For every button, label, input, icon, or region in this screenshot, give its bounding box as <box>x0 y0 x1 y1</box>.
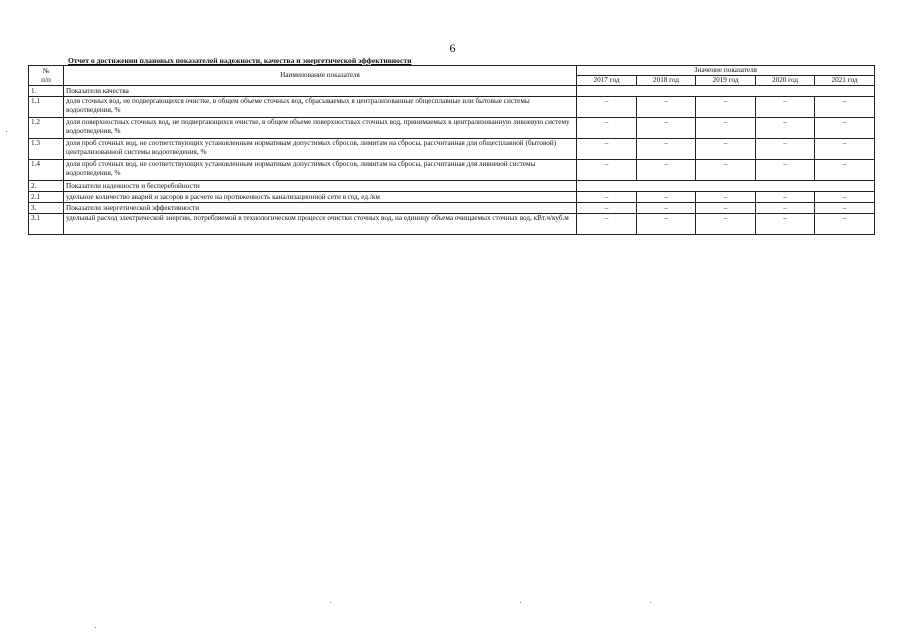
indicator-value: – <box>756 160 815 181</box>
table-row <box>29 97 875 118</box>
indicator-value: – <box>577 214 637 235</box>
indicator-name: доля проб сточных вод, не соответствующих установленным нормативам допустимых сбросов, лимитам на сбросы, рассчитанная для ливневой системы водоотведения, % <box>64 160 577 181</box>
indicator-value: – <box>577 97 637 118</box>
section-title: Показатели качества <box>64 86 577 97</box>
indicator-name: доля проб сточных вод, не соответствующих установленным нормативам допустимых сбросов, лимитам на сбросы, рассчитанная для общесплавной (бытовой) централизованной системы водоотведения, % <box>64 139 577 160</box>
section-title: Показатели надежности и бесперебойности <box>64 181 577 192</box>
row-number: 2. <box>29 181 64 192</box>
row-number: 1.4 <box>29 160 64 181</box>
scan-speck <box>95 627 96 628</box>
indicator-name: удельное количество аварий и засоров в расчете на протяженность канализационной сети в год, ед./км <box>64 192 577 203</box>
indicator-value: – <box>577 139 637 160</box>
header-year-2020: 2020 год <box>756 76 815 86</box>
indicators-table <box>28 65 875 235</box>
indicator-value: – <box>637 118 696 139</box>
indicator-value: – <box>696 214 756 235</box>
row-number: 1.2 <box>29 118 64 139</box>
indicator-value: – <box>696 97 756 118</box>
scan-speck <box>520 602 521 603</box>
indicator-name: доля сточных вод, не подвергающихся очистке, в общем объеме сточных вод, сбрасываемых в централизованные общесплавные или бытовые системы водоотведения, % <box>64 97 577 118</box>
scan-speck <box>6 131 7 132</box>
header-year-2017: 2017 год <box>577 76 637 86</box>
table-row <box>29 203 875 214</box>
table-row <box>29 118 875 139</box>
indicator-value: – <box>637 203 696 214</box>
indicator-value: – <box>815 139 875 160</box>
header-year-2021: 2021 год <box>815 76 875 86</box>
row-number: 3. <box>29 203 64 214</box>
indicator-value: – <box>577 160 637 181</box>
indicator-value: – <box>696 192 756 203</box>
indicator-value: – <box>815 97 875 118</box>
row-number: 3.1 <box>29 214 64 235</box>
indicator-value: – <box>815 203 875 214</box>
section-title: Показатели энергетической эффективности <box>64 203 577 214</box>
indicator-value: – <box>815 192 875 203</box>
indicator-value: – <box>696 118 756 139</box>
indicator-value: – <box>577 192 637 203</box>
row-number: 2.1 <box>29 192 64 203</box>
header-value-group: Значение показателя <box>577 66 875 76</box>
indicator-value: – <box>637 97 696 118</box>
indicator-value: – <box>756 214 815 235</box>
indicator-value: – <box>637 160 696 181</box>
indicator-value: – <box>756 139 815 160</box>
table-row <box>29 86 875 97</box>
indicator-value: – <box>756 118 815 139</box>
scan-speck <box>650 602 651 603</box>
header-num: № п/п <box>29 66 64 86</box>
indicator-name: доля поверхностных сточных вод, не подвергающихся очистке, в общем объеме поверхностных сточных вод, принимаемых в централизованную ливневую систему водоотведения, % <box>64 118 577 139</box>
table-row <box>29 192 875 203</box>
table-row <box>29 181 875 192</box>
scan-speck <box>330 602 331 603</box>
header-name: Наименование показателя <box>64 66 577 86</box>
row-number: 1. <box>29 86 64 97</box>
indicator-name: удельный расход электрической энергии, потребляемой в технологическом процессе очистки сточных вод, на единицу объема очищаемых сточных вод, кВт.ч/куб.м <box>64 214 577 235</box>
section-empty-values <box>577 86 875 97</box>
indicator-value: – <box>815 214 875 235</box>
indicator-value: – <box>637 192 696 203</box>
table-row <box>29 160 875 181</box>
indicator-value: – <box>756 97 815 118</box>
indicator-value: – <box>756 203 815 214</box>
indicator-value: – <box>637 139 696 160</box>
header-year-2018: 2018 год <box>637 76 696 86</box>
indicator-value: – <box>756 192 815 203</box>
indicator-value: – <box>577 203 637 214</box>
row-number: 1.1 <box>29 97 64 118</box>
table-row <box>29 139 875 160</box>
document-title: Отчет о достижении плановых показателей надежности, качества и энергетической эффективности <box>68 56 412 65</box>
indicator-value: – <box>815 118 875 139</box>
indicator-value: – <box>637 214 696 235</box>
indicator-value: – <box>815 160 875 181</box>
row-number: 1.3 <box>29 139 64 160</box>
section-empty-values <box>577 181 875 192</box>
indicator-value: – <box>696 139 756 160</box>
indicator-value: – <box>696 160 756 181</box>
indicator-value: – <box>696 203 756 214</box>
header-year-2019: 2019 год <box>696 76 756 86</box>
page-number: 6 <box>449 41 456 55</box>
table-row <box>29 214 875 235</box>
indicator-value: – <box>577 118 637 139</box>
